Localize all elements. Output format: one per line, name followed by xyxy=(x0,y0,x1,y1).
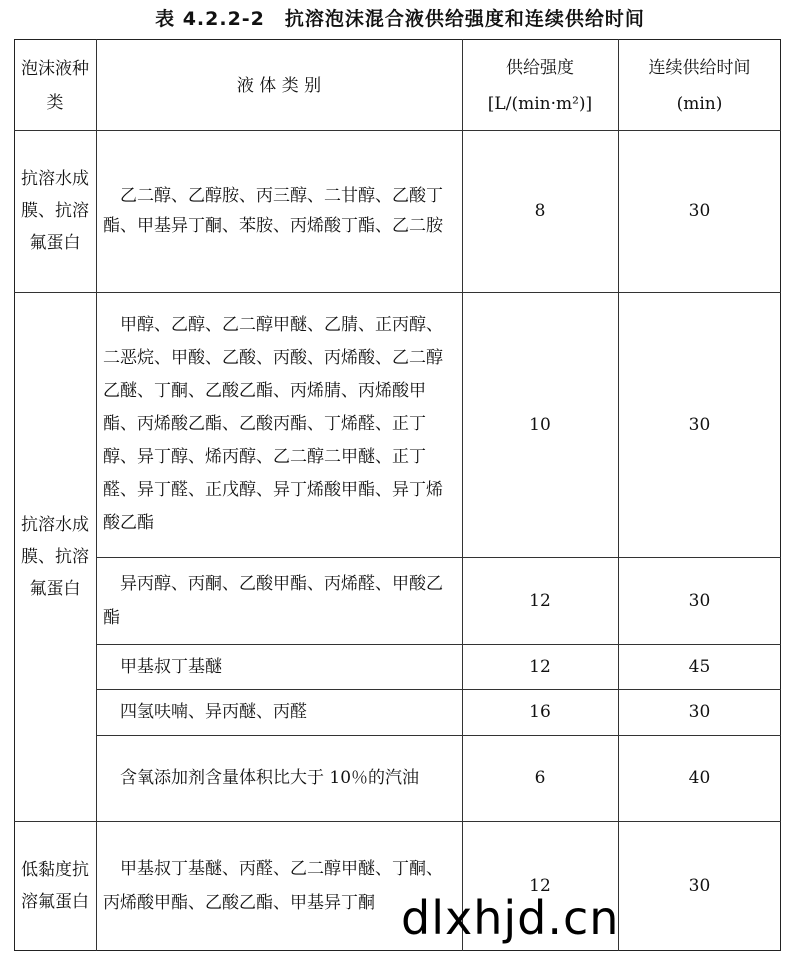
row-2-liquid: 甲醇、乙醇、乙二醇甲醚、乙腈、正丙醇、二恶烷、甲酸、乙酸、丙酸、丙烯酸、乙二醇乙醚、丁酮、乙酸乙酯、丙烯腈、丙烯酸甲酯、丙烯酸乙酯、乙酸丙酯、丁烯醛、正丁醇、异丁醇、烯丙醇、乙二醇二甲醚、正丁醛、异丁醛、正戊醇、异丁烯酸甲酯、异丁烯酸乙酯 xyxy=(103,315,443,533)
row-6-intensity: 6 xyxy=(534,768,546,788)
row-1-intensity: 8 xyxy=(534,201,546,221)
row-3-intensity: 12 xyxy=(529,590,551,611)
row-3-liquid: 异丙醇、丙酮、乙酸甲酯、丙烯醛、甲酸乙酯 xyxy=(103,573,443,628)
table-number: 表 4.2.2-2 xyxy=(155,8,265,30)
row-4-intensity: 12 xyxy=(529,656,551,677)
header-time-unit: (min) xyxy=(676,93,723,114)
header-intensity-label: 供给强度 xyxy=(506,57,574,78)
row-3-time: 30 xyxy=(688,590,711,611)
header-time xyxy=(618,41,781,130)
row-5-intensity: 16 xyxy=(529,702,551,722)
header-time-label: 连续供给时间 xyxy=(648,57,751,78)
header-foam-type: 泡沫液种类 xyxy=(21,58,89,113)
row-4-liquid: 甲基叔丁基醚 xyxy=(120,656,222,677)
row-4-time: 45 xyxy=(688,656,711,677)
row-2-time: 30 xyxy=(688,414,711,435)
header-intensity-unit: [L/(min·m²)] xyxy=(487,93,593,114)
header-intensity xyxy=(462,41,618,130)
table-caption: 抗溶泡沫混合液供给强度和连续供给时间 xyxy=(284,8,645,30)
table-title xyxy=(0,4,800,31)
row-1-liquid: 乙二醇、乙醇胺、丙三醇、二甘醇、乙酸丁酯、甲基异丁酮、苯胺、丙烯酸丁酯、乙二胺 xyxy=(103,186,443,236)
group-foam-type-1: 抗溶水成膜、抗溶氟蛋白 xyxy=(21,169,89,253)
row-6-time: 40 xyxy=(688,768,711,788)
header-liquid: 液 体 类 别 xyxy=(236,75,322,96)
row-6-liquid: 含氧添加剂含量体积比大于 10％的汽油 xyxy=(120,768,420,788)
group-foam-type-3: 低黏度抗溶氟蛋白 xyxy=(21,860,89,912)
row-1-time: 30 xyxy=(688,201,711,221)
row-7-intensity: 12 xyxy=(529,876,551,896)
row-7-time: 30 xyxy=(688,876,711,896)
group-foam-type-2: 抗溶水成膜、抗溶氟蛋白 xyxy=(21,514,89,599)
row-5-liquid: 四氢呋喃、异丙醚、丙醛 xyxy=(120,702,307,722)
row-7-liquid: 甲基叔丁基醚、丙醛、乙二醇甲醚、丁酮、丙烯酸甲酯、乙酸乙酯、甲基异丁酮 xyxy=(103,859,443,913)
row-5-time: 30 xyxy=(688,702,711,722)
row-2-intensity: 10 xyxy=(529,414,551,435)
watermark-text: dlxhjd.cn xyxy=(401,891,620,945)
